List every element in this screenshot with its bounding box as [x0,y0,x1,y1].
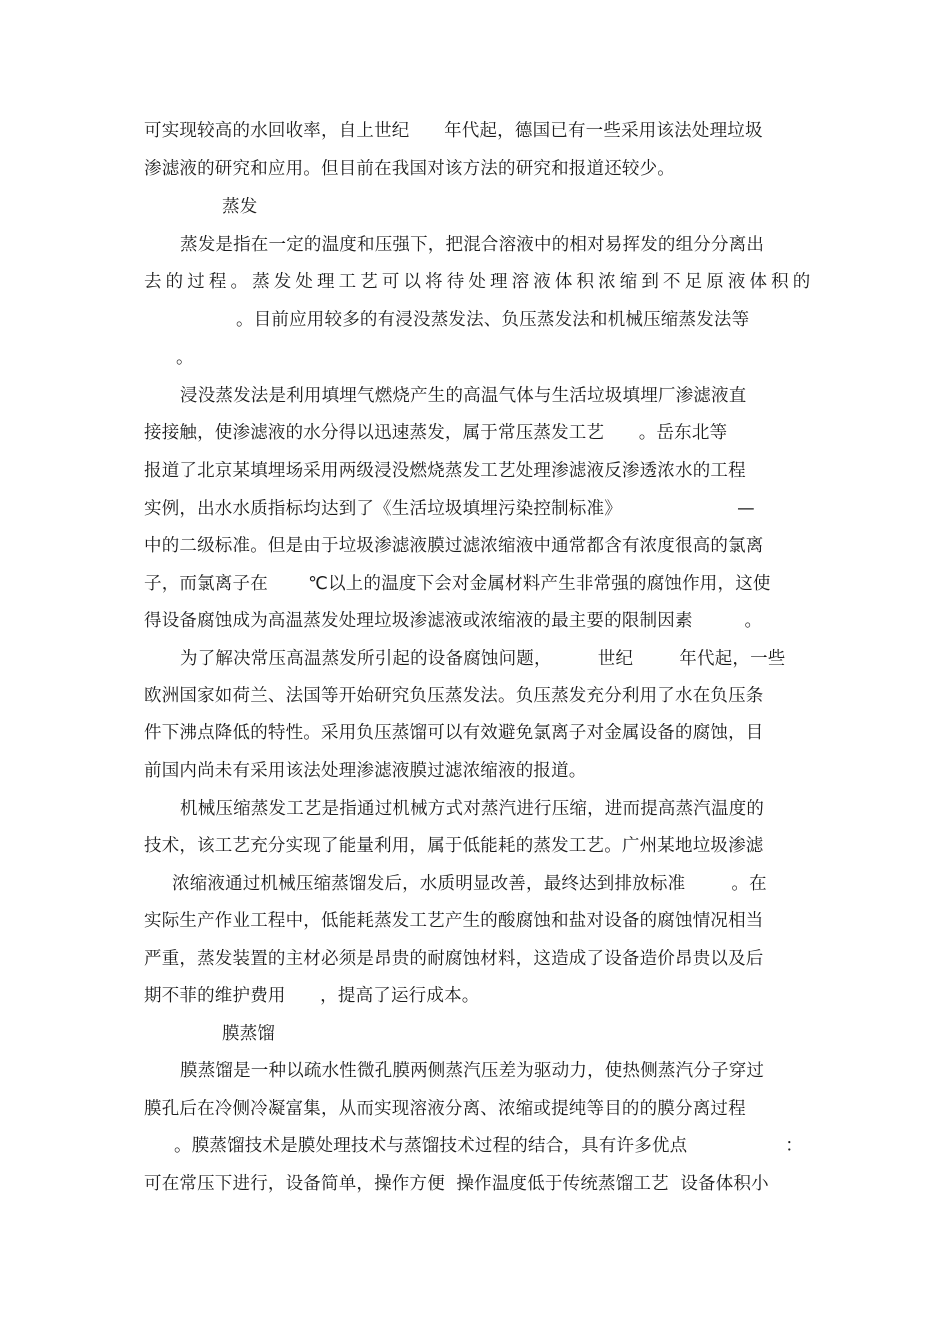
text-line: 技术，该工艺充分实现了能量利用，属于低能耗的蒸发工艺。广州某地垃圾渗滤 [144,836,764,856]
text-line: 去 的 过 程 。 蒸 发 处 理 工 艺 可 以 将 待 处 理 溶 液 体 积 浓 缩 到 不 足 原 液 体 积 的 [144,272,810,292]
text-line: 。 [176,348,194,368]
text-line: 得设备腐蚀成为高温蒸发处理垃圾渗滤液或浓缩液的最主要的限制因素 。 [144,611,763,631]
text-line: 实际生产作业工程中，低能耗蒸发工艺产生的酸腐蚀和盐对设备的腐蚀情况相当 [144,911,764,931]
text-line: 期不菲的维护费用 ，提高了运行成本。 [144,986,480,1006]
text-line: 件下沸点降低的特性。采用负压蒸馏可以有效避免氯离子对金属设备的腐蚀，目 [144,723,764,743]
text-line: 中的二级标准。但是由于垃圾渗滤液膜过滤浓缩液中通常都含有浓度很高的氯离 [144,536,764,556]
text-line: 渗滤液的研究和应用。但目前在我国对该方法的研究和报道还较少。 [144,159,675,179]
text-line: 机械压缩蒸发工艺是指通过机械方式对蒸汽进行压缩，进而提高蒸汽温度的 [180,799,765,819]
text-line: 实例，出水水质指标均达到了《生活垃圾填埋污染控制标准》 — [144,499,755,519]
section-heading: 蒸发 [222,197,258,217]
text-line: 膜孔后在冷侧冷凝富集，从而实现溶液分离、浓缩或提纯等目的的膜分离过程 [144,1099,746,1119]
text-line: 浓缩液通过机械压缩蒸馏发后，水质明显改善，最终达到排放标准 。在 [172,874,767,894]
text-line: 。膜蒸馏技术是膜处理技术与蒸馏技术过程的结合，具有许多优点 ： [174,1136,803,1156]
text-line: 接接触，使渗滤液的水分得以迅速蒸发，属于常压蒸发工艺 。岳东北等 [144,423,728,443]
section-heading: 膜蒸馏 [222,1024,276,1044]
text-line: 为了解决常压高温蒸发所引起的设备腐蚀问题， 世纪 年代起，一些 [180,649,786,669]
text-line: 。目前应用较多的有浸没蒸发法、负压蒸发法和机械压缩蒸发法等 [236,310,750,330]
text-line: 前国内尚未有采用该法处理渗滤液膜过滤浓缩液的报道。 [144,761,587,781]
text-line: 可在常压下进行，设备简单，操作方便 操作温度低于传统蒸馏工艺 设备体积小 [144,1174,769,1194]
text-line: 子，而氯离子在 ℃以上的温度下会对金属材料产生非常强的腐蚀作用，这使 [144,574,771,594]
text-line: 蒸发是指在一定的温度和压强下，把混合溶液中的相对易挥发的组分分离出 [180,235,765,255]
text-line: 浸没蒸发法是利用填埋气燃烧产生的高温气体与生活垃圾填埋厂渗滤液直 [180,386,747,406]
text-line: 严重，蒸发装置的主材必须是昂贵的耐腐蚀材料，这造成了设备造价昂贵以及后 [144,949,764,969]
text-line: 报道了北京某填埋场采用两级浸没燃烧蒸发工艺处理渗滤液反渗透浓水的工程 [144,461,746,481]
text-line: 膜蒸馏是一种以疏水性微孔膜两侧蒸汽压差为驱动力，使热侧蒸汽分子穿过 [180,1061,765,1081]
text-line: 可实现较高的水回收率，自上世纪 年代起，德国已有一些采用该法处理垃圾 [144,121,763,141]
text-line: 欧洲国家如荷兰、法国等开始研究负压蒸发法。负压蒸发充分利用了水在负压条 [144,686,764,706]
